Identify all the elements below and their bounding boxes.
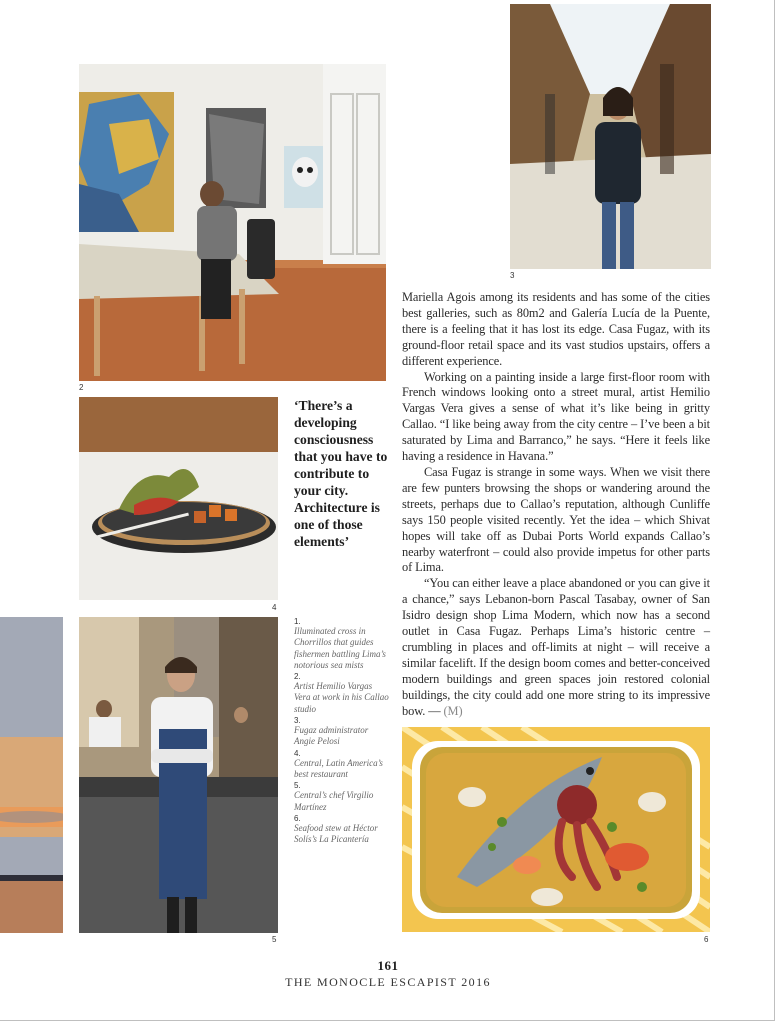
photo-number: 5 xyxy=(272,935,277,944)
body-paragraph: Casa Fugaz is strange in some ways. When we visit there are few punters browsing the shops or wandering around the streets, perhaps due to Callao’s reputation, although Cunliffe says 150 people visited recently. Yet the idea – which Shivat hopes will take off as Dubai Ports World expands Callao’s nearby waterfront – could also provide impetus for other parts of Lima. xyxy=(402,464,710,575)
sunset-illustration xyxy=(0,617,63,933)
photo-central-dish xyxy=(79,397,278,600)
photo-number: 3 xyxy=(510,271,515,280)
photo-chorrillos-cross xyxy=(0,617,63,933)
caption-6: 6. Seafood stew at Héctor Solís’s La Picantería xyxy=(294,813,378,845)
chef-illustration xyxy=(79,617,278,933)
photo-seafood-stew xyxy=(402,727,710,932)
dish-illustration xyxy=(79,397,278,600)
signoff-mark: (M) xyxy=(443,703,463,718)
gallery-illustration xyxy=(510,4,711,269)
body-paragraph: Mariella Agois among its residents and has some of the cities best galleries, such as 80m2 and Galería Lucía de la Puente, there is a feeling that it has lost its edge. Casa Fugaz, with its ground-floor retail space and its vast studios upstairs, offers a different experience. xyxy=(402,290,710,368)
body-paragraph: Working on a painting inside a large first-floor room with French windows looking onto a street mural, artist Hemilio Vargas Vera gives a sense of what it’s like being in gritty Callao. “I like being away from the city centre – I’ve been a bit saturated by Lima and Barranco,” he says. “Here it feels like having a residence in Havana.” xyxy=(402,369,710,464)
pull-quote: ‘There’s a developing consciousness that you have to contribute to your city. Architecture is one of those elements’ xyxy=(294,398,388,549)
page-number: 161 xyxy=(377,958,399,973)
running-footer: THE MONOCLE ESCAPIST 2016 xyxy=(285,975,491,989)
caption-1: 1. Illuminated cross in Chorrillos that guides fishermen battling Lima’s notorious sea mists xyxy=(294,617,386,670)
caption-2: 2. Artist Hemilio Vargas Vera at work in his Callao studio xyxy=(294,672,389,714)
stew-illustration xyxy=(402,727,710,932)
photo-number: 6 xyxy=(704,935,709,944)
caption-3: 3. Fugaz administrator Angie Pelosi xyxy=(294,716,369,747)
studio-illustration xyxy=(79,64,386,381)
caption-4: 4. Central, Latin America’s best restaurant xyxy=(294,748,383,779)
photo-captions xyxy=(294,617,390,846)
photo-gallery-portrait xyxy=(510,4,711,269)
photo-chef-martinez xyxy=(79,617,278,933)
body-paragraph: “You can either leave a place abandoned or you can give it a chance,” says Lebanon-born Pascal Tasabay, owner of San Isidro design shop Lima Modern, which now has a second outlet in Casa Fugaz. Perhaps Lima’s historic centre – crumbling in places and off-limits at night – will receive a similar facelift. If the design boom comes and better-conceived modern buildings and green spaces join restored colonial buildings, the city could add one more string to its impressive bow. — (M) xyxy=(402,576,710,718)
caption-5: 5. Central’s chef Virgilio Martínez xyxy=(294,781,374,812)
photo-number: 4 xyxy=(272,603,277,612)
article-body xyxy=(402,290,710,719)
photo-artist-studio xyxy=(79,64,386,381)
photo-number: 2 xyxy=(79,383,84,392)
